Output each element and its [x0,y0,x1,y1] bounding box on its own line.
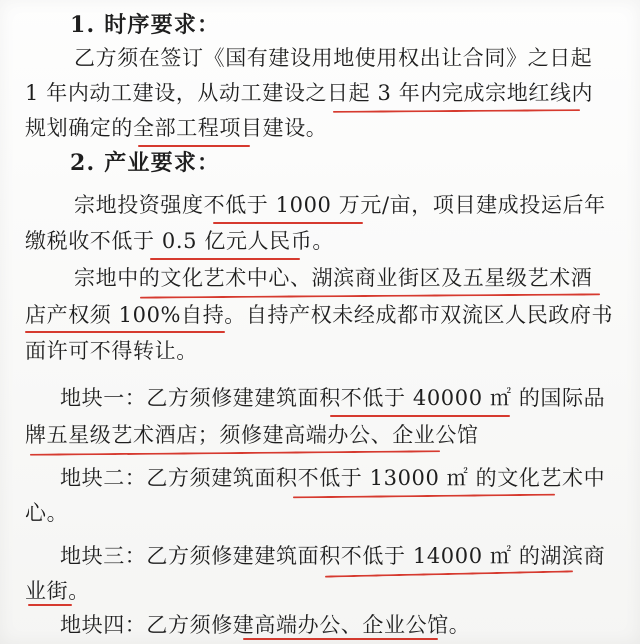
underline-mark [140,293,600,298]
section-1-line-1: 乙方须在签订《国有建设用地使用权出让合同》之日起 [74,46,593,70]
section-2-line-4: 店产权须 100%自持。自持产权未经成都市双流区人民政府书 [25,303,614,327]
plot-3-line-1: 地块三：乙方须修建建筑面积不低于 14000 ㎡ 的湖滨商 [60,544,606,568]
underline-mark [138,145,250,147]
plot-2-line-1: 地块二：乙方须建筑面积不低于 13000 ㎡ 的文化艺术中 [60,466,606,490]
underline-mark [333,109,580,113]
underline-mark [330,415,510,417]
plot-3-line-2: 业街。 [25,579,90,603]
underline-mark [30,450,440,456]
underline-mark [243,638,438,640]
section-2-line-5: 面许可不得转让。 [25,339,198,363]
section-2-line-1: 宗地投资强度不低于 1000 万元/亩，项目建成投运后年 [74,193,606,217]
underline-mark [25,331,225,333]
plot-2-line-2: 心。 [25,501,69,525]
underline-mark [213,222,363,224]
underline-mark [28,604,72,606]
underline-mark [150,258,300,260]
section-2-line-3: 宗地中的文化艺术中心、湖滨商业街区及五星级艺术酒 [74,266,593,290]
underline-mark [293,494,555,499]
plot-1-line-2: 牌五星级艺术酒店；须修建高端办公、企业公馆 [25,423,479,447]
section-2-heading: 2. 产业要求： [70,150,221,176]
section-1-line-3: 规划确定的全部工程项目建设。 [25,116,328,140]
underline-mark [325,570,573,577]
plot-4-line-1: 地块四：乙方须修建高端办公、企业公馆。 [60,613,471,637]
section-1-heading: 1. 时序要求： [70,12,221,38]
section-2-line-2: 缴税收不低于 0.5 亿元人民币。 [25,229,334,253]
section-1-line-2: 1 年内动工建设，从动工建设之日起 3 年内完成宗地红线内 [25,81,594,105]
plot-1-line-1: 地块一：乙方须修建建筑面积不低于 40000 ㎡ 的国际品 [60,386,606,410]
